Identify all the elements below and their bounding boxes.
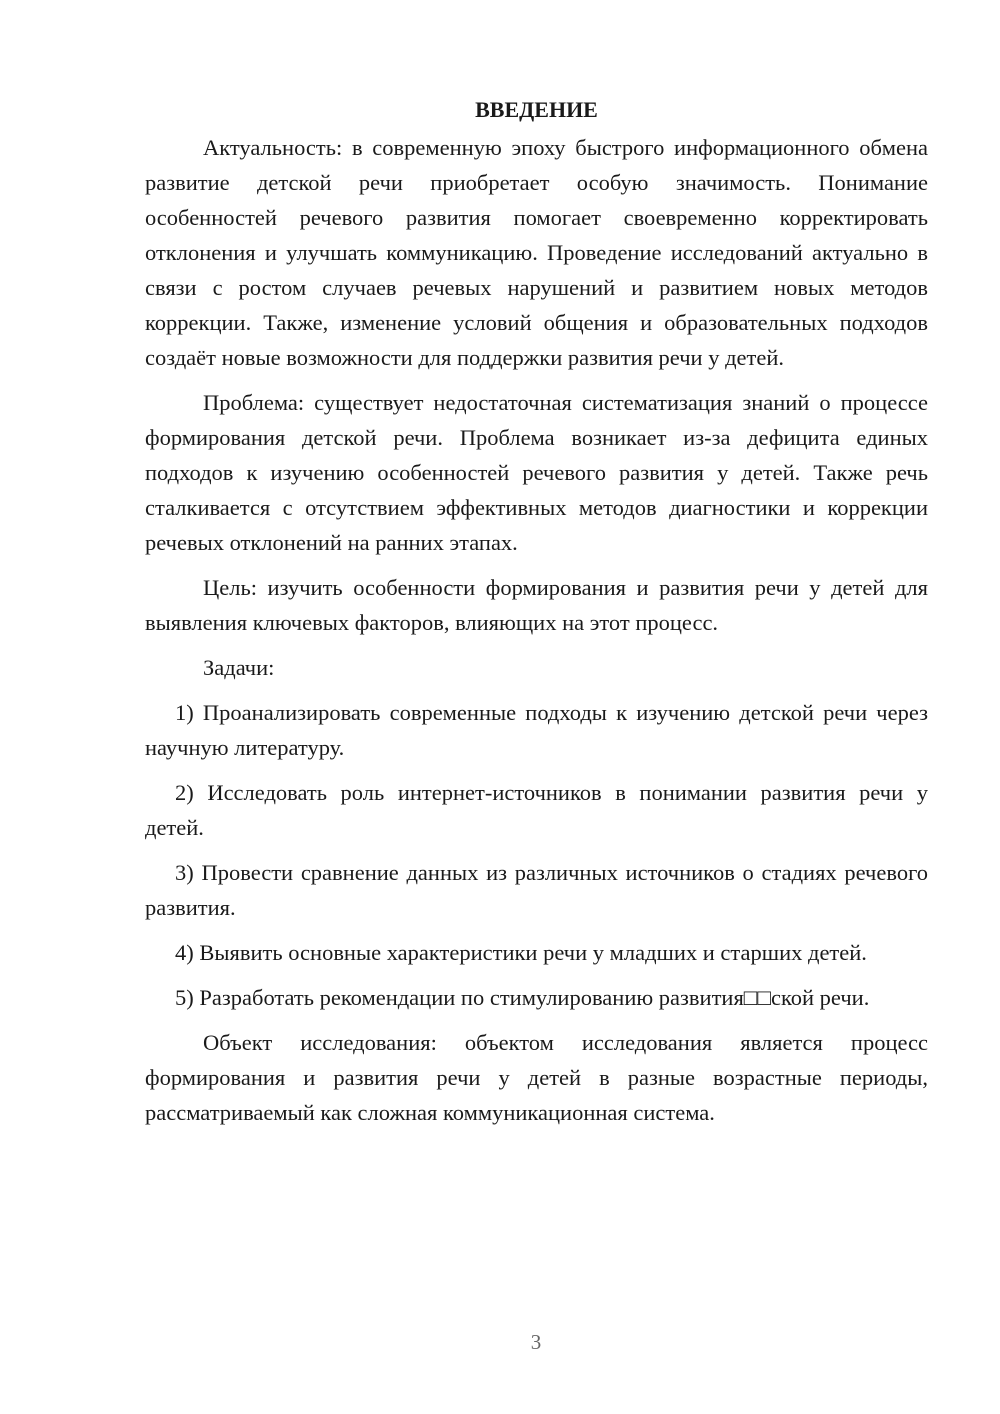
goal-paragraph: Цель: изучить особенности формирования и развития речи у детей для выявления ключевых факторов, влияющих на этот процесс. [145, 575, 928, 635]
relevance-paragraph: Актуальность: в современную эпоху быстрого информационного обмена развитие детской речи приобретает особую значимость. Понимание особенностей речевого развития помогает своевременно корректировать отклонения и улучшать коммуникацию. Проведение исследований актуально в связи с ростом случаев речевых нарушений и развитием новых методов коррекции. Также, изменение условий общения и образовательных подходов создаёт новые возможности для поддержки развития речи у детей. [145, 135, 928, 370]
page-content [145, 92, 928, 1140]
task-item: 1) Проанализировать современные подходы к изучению детской речи через научную литературу. [145, 700, 928, 760]
task-item: 2) Исследовать роль интернет-источников в понимании развития речи у детей. [145, 780, 928, 840]
page-number: 3 [530, 1330, 542, 1354]
task-item: 3) Провести сравнение данных из различных источников о стадиях речевого развития. [145, 860, 928, 920]
object-paragraph: Объект исследования: объектом исследования является процесс формирования и развития речи у детей в разные возрастные периоды, рассматриваемый как сложная коммуникационная система. [145, 1030, 928, 1125]
tasks-heading: Задачи: [203, 655, 275, 680]
task-item: 5) Разработать рекомендации по стимулированию развития□□ской речи. [175, 985, 870, 1010]
section-title: ВВЕДЕНИЕ [475, 97, 598, 122]
problem-paragraph: Проблема: существует недостаточная систематизация знаний о процессе формирования детской речи. Проблема возникает из-за дефицита единых подходов к изучению особенностей речевого развития у детей. Также речь сталкивается с отсутствием эффективных методов диагностики и коррекции речевых отклонений на ранних этапах. [145, 390, 928, 555]
task-item: 4) Выявить основные характеристики речи у младших и старших детей. [175, 940, 867, 965]
